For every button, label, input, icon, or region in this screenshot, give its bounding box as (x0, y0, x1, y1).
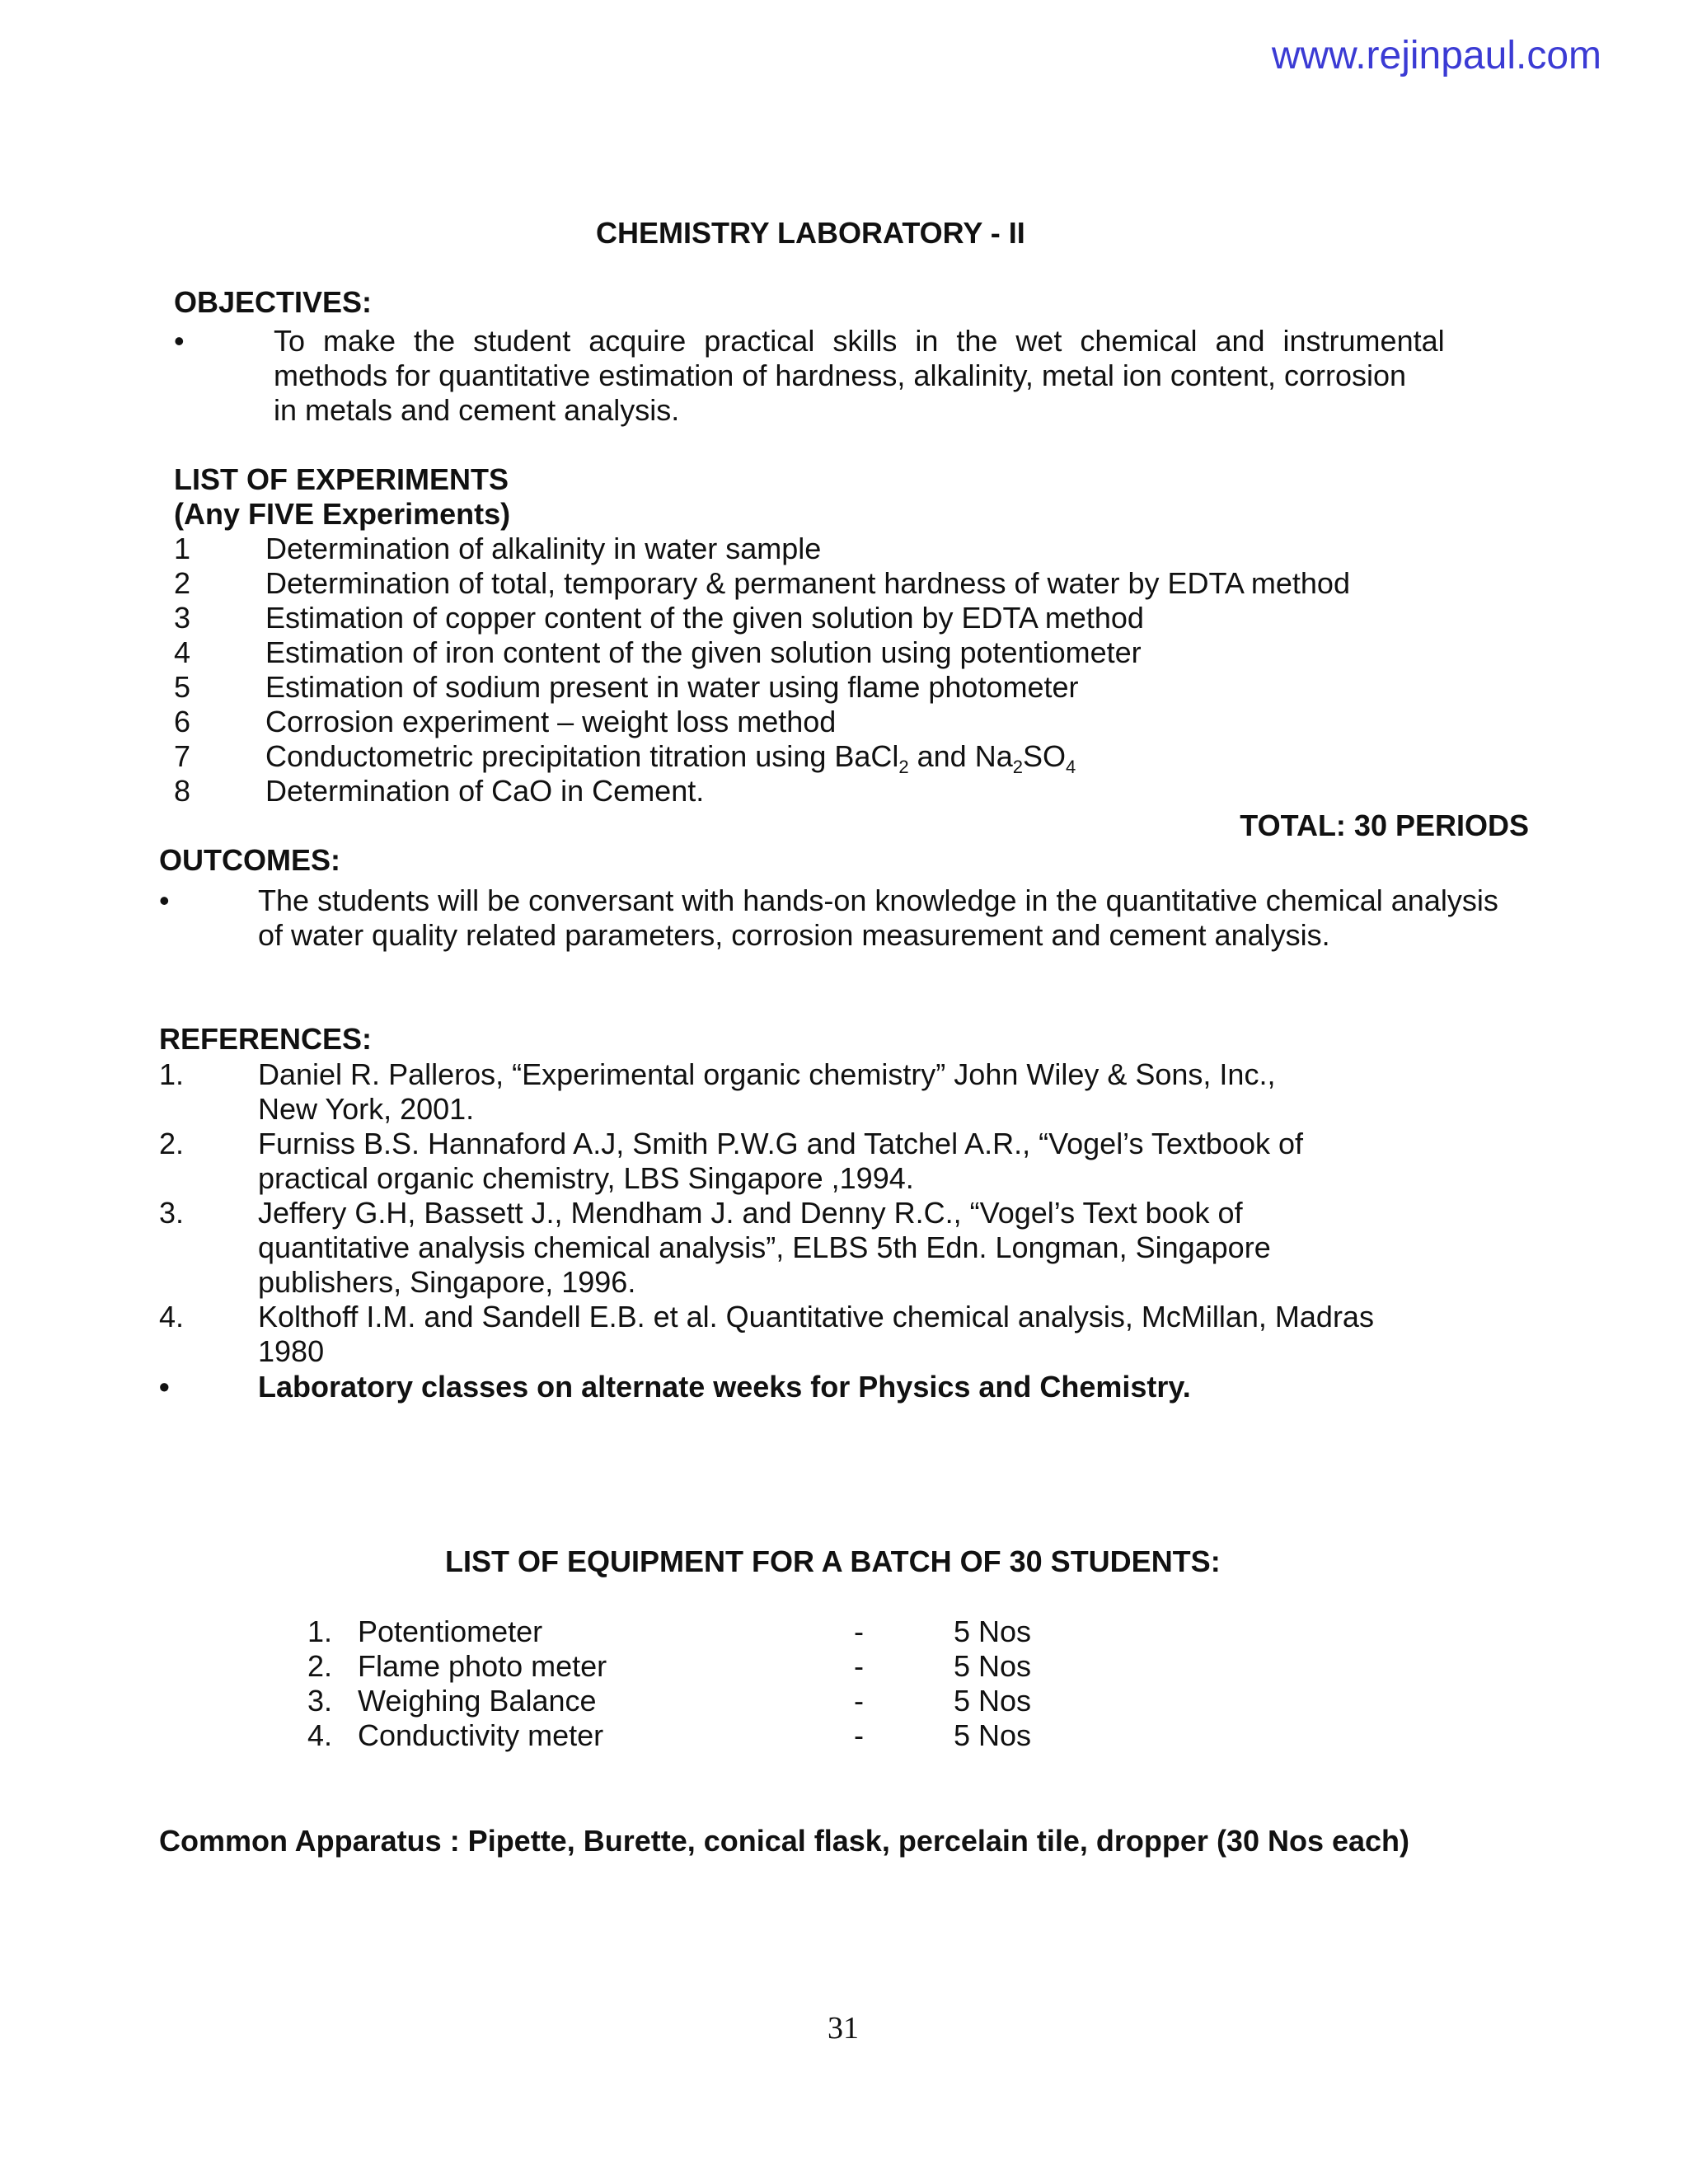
experiments-heading: LIST OF EXPERIMENTS (174, 462, 509, 496)
experiment-number: 3 (174, 601, 191, 635)
reference-line: Furniss B.S. Hannaford A.J, Smith P.W.G and Tatchel A.R., “Vogel’s Textbook of (258, 1127, 1303, 1160)
experiment-text-part: SO (1022, 739, 1066, 773)
reference-line: New York, 2001. (258, 1092, 475, 1126)
experiment-text: Corrosion experiment – weight loss method (265, 705, 837, 738)
equipment-number: 3. (307, 1684, 333, 1718)
equipment-name: Potentiometer (358, 1615, 543, 1648)
references-heading: REFERENCES: (159, 1022, 373, 1056)
experiment-text: Estimation of copper content of the given solution by EDTA method (265, 601, 1144, 635)
outcomes-line-1: The students will be conversant with hands-on knowledge in the quantitative chemical analysis (258, 883, 1498, 917)
equipment-dash: - (854, 1684, 864, 1718)
equipment-name: Conductivity meter (358, 1718, 604, 1752)
subscript: 2 (1012, 757, 1023, 777)
reference-line: Kolthoff I.M. and Sandell E.B. et al. Quantitative chemical analysis, McMillan, Madras (258, 1300, 1374, 1333)
reference-line: practical organic chemistry, LBS Singapore ,1994. (258, 1161, 914, 1195)
experiment-text: Estimation of iron content of the given solution using potentiometer (265, 635, 1142, 669)
subscript: 2 (898, 757, 909, 777)
reference-number: 3. (159, 1196, 185, 1230)
reference-line: publishers, Singapore, 1996. (258, 1265, 636, 1299)
reference-line: Jeffery G.H, Bassett J., Mendham J. and Denny R.C., “Vogel’s Text book of (258, 1196, 1243, 1230)
reference-line: quantitative analysis chemical analysis”, ELBS 5th Edn. Longman, Singapore (258, 1230, 1271, 1264)
equipment-dash: - (854, 1649, 864, 1683)
equipment-quantity: 5 Nos (954, 1718, 1032, 1752)
total-periods: TOTAL: 30 PERIODS (1240, 808, 1529, 842)
experiment-number: 1 (174, 532, 191, 565)
equipment-number: 4. (307, 1718, 333, 1752)
equipment-quantity: 5 Nos (954, 1684, 1032, 1718)
experiment-number: 7 (174, 739, 191, 773)
page-number: 31 (828, 2011, 859, 2046)
outcomes-bullet: • (159, 883, 170, 917)
website-watermark[interactable]: www.rejinpaul.com (1271, 34, 1601, 77)
equipment-quantity: 5 Nos (954, 1649, 1032, 1683)
experiments-subheading: (Any FIVE Experiments) (174, 497, 511, 531)
objectives-heading: OBJECTIVES: (174, 285, 373, 319)
outcomes-heading: OUTCOMES: (159, 843, 340, 877)
reference-line: Daniel R. Palleros, “Experimental organic chemistry” John Wiley & Sons, Inc., (258, 1057, 1276, 1091)
reference-number: 2. (159, 1127, 185, 1160)
equipment-quantity: 5 Nos (954, 1615, 1032, 1648)
experiment-text-part: and Na (908, 739, 1013, 773)
reference-line: 1980 (258, 1334, 325, 1368)
experiment-text: Determination of CaO in Cement. (265, 774, 705, 808)
experiment-number: 8 (174, 774, 191, 808)
equipment-number: 2. (307, 1649, 333, 1683)
objectives-bullet: • (174, 324, 185, 358)
experiment-number: 2 (174, 566, 191, 600)
objectives-line-3: in metals and cement analysis. (274, 393, 680, 427)
outcomes-line-2: of water quality related parameters, corrosion measurement and cement analysis. (258, 918, 1330, 952)
experiment-text: Determination of alkalinity in water sample (265, 532, 822, 565)
equipment-name: Weighing Balance (358, 1684, 597, 1718)
page-title: CHEMISTRY LABORATORY - II (596, 216, 1025, 250)
experiment-text (265, 739, 1076, 777)
equipment-dash: - (854, 1615, 864, 1648)
equipment-number: 1. (307, 1615, 333, 1648)
experiment-number: 4 (174, 635, 191, 669)
objectives-line-1: To make the student acquire practical skills in the wet chemical and instrumental (274, 324, 1445, 358)
common-apparatus: Common Apparatus : Pipette, Burette, conical flask, percelain tile, dropper (30 Nos each) (159, 1824, 1410, 1858)
subscript: 4 (1065, 757, 1076, 777)
experiment-text: Determination of total, temporary & permanent hardness of water by EDTA method (265, 566, 1350, 600)
experiment-text-part: Conductometric precipitation titration using BaCl (265, 739, 899, 773)
equipment-heading: LIST OF EQUIPMENT FOR A BATCH OF 30 STUDENTS: (445, 1544, 1221, 1578)
experiment-text: Estimation of sodium present in water using flame photometer (265, 670, 1079, 704)
note-bullet: • (159, 1370, 170, 1404)
reference-number: 1. (159, 1057, 185, 1091)
lab-schedule-note: Laboratory classes on alternate weeks for Physics and Chemistry. (258, 1370, 1191, 1404)
equipment-dash: - (854, 1718, 864, 1752)
reference-number: 4. (159, 1300, 185, 1333)
experiment-number: 5 (174, 670, 191, 704)
equipment-name: Flame photo meter (358, 1649, 607, 1683)
objectives-line-2: methods for quantitative estimation of hardness, alkalinity, metal ion content, corrosion (274, 359, 1407, 392)
experiment-number: 6 (174, 705, 191, 738)
